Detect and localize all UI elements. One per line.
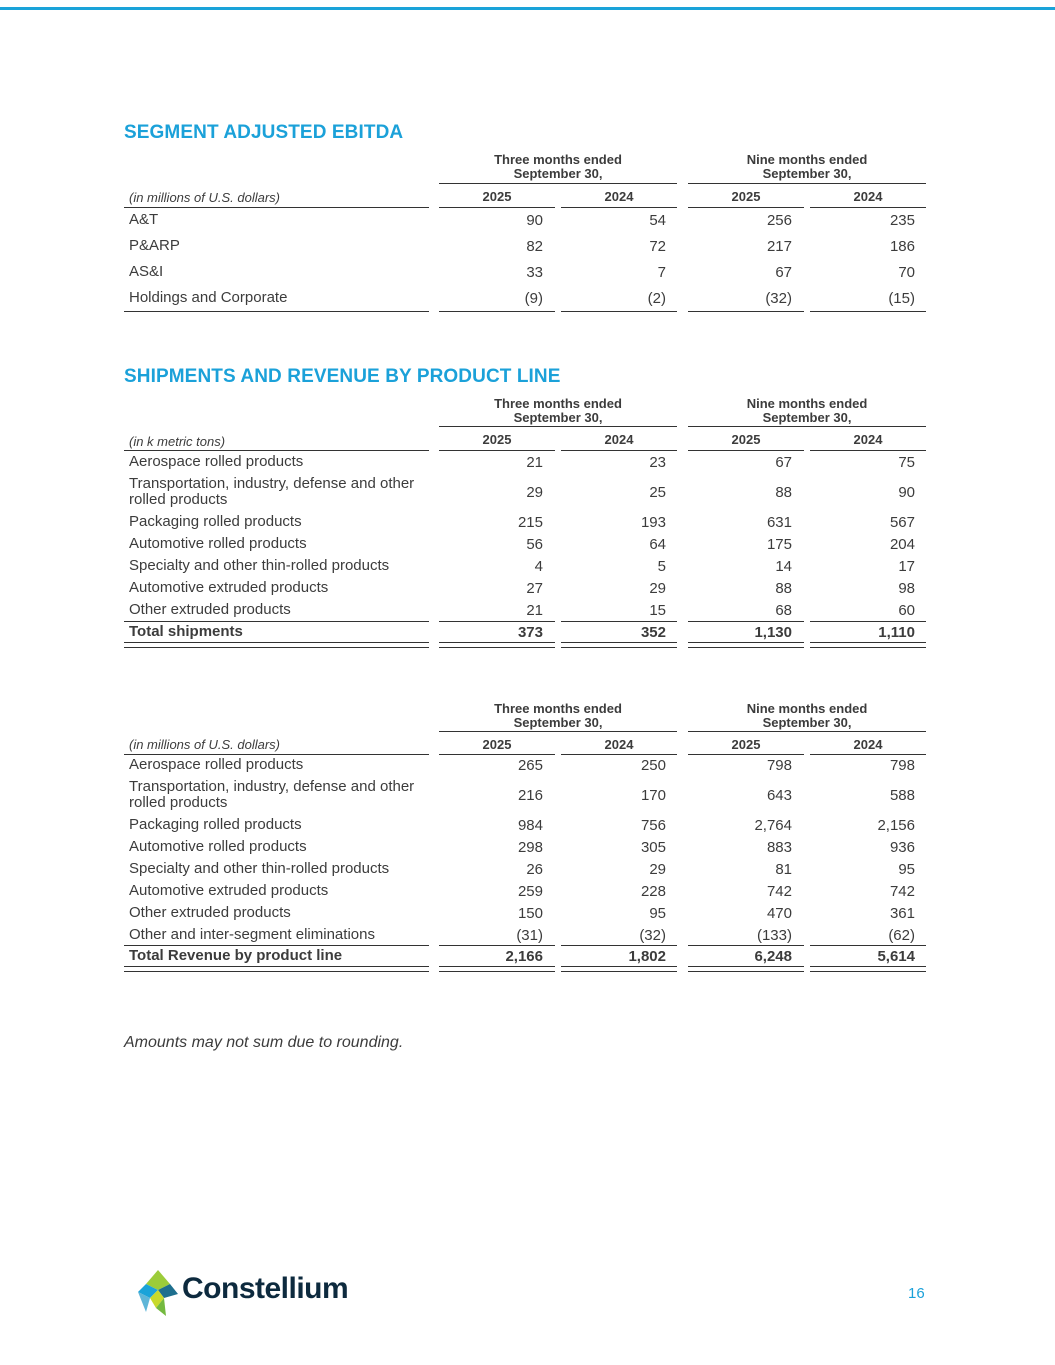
table-row: [124, 602, 928, 622]
revenue-total-top-rule: [439, 945, 555, 946]
ebitda-unit-label: (in millions of U.S. dollars): [129, 190, 280, 205]
revenue-header-rule: [439, 754, 555, 755]
table-row: [124, 883, 928, 903]
shipments-header-rule: [439, 450, 555, 451]
revenue-unit-label: (in millions of U.S. dollars): [129, 737, 280, 752]
table-row: [124, 817, 928, 837]
revenue-total-top-rule: [810, 945, 926, 946]
revenue-year-header: 2024: [604, 737, 634, 752]
row-value: 67: [775, 454, 792, 471]
total-value: 1,110: [878, 624, 915, 641]
row-value: 81: [775, 861, 792, 878]
constellium-logo-mark: [136, 1268, 180, 1318]
total-row: [124, 948, 928, 968]
row-value: 29: [526, 484, 543, 501]
ebitda-table: [124, 150, 928, 320]
row-label: P&ARP: [129, 237, 180, 254]
ebitda-bottom-rule: [124, 311, 429, 312]
row-value: 21: [526, 454, 543, 471]
row-value: 29: [649, 580, 666, 597]
shipments-header-nine-months: [688, 397, 926, 425]
row-value: 95: [649, 905, 666, 922]
row-value: 470: [766, 905, 792, 922]
row-label: Other extruded products: [129, 904, 291, 921]
row-value: 305: [640, 839, 666, 856]
row-value: 67: [775, 264, 792, 281]
row-value: (9): [524, 290, 543, 307]
shipments-total-double-rule: [561, 642, 677, 648]
row-value: 21: [526, 602, 543, 619]
revenue-total-double-rule: [439, 966, 555, 972]
revenue-year-header: 2024: [853, 737, 883, 752]
row-value: 216: [517, 787, 543, 804]
ebitda-group-rule-2: [688, 183, 926, 184]
revenue-group-rule-1: [439, 731, 677, 732]
total-value: 1,130: [754, 624, 792, 641]
row-value: 798: [766, 757, 792, 774]
ebitda-year-header: 2025: [731, 189, 761, 204]
row-value: 588: [889, 787, 915, 804]
table-row: [124, 779, 928, 813]
row-value: 742: [889, 883, 915, 900]
total-label: Total Revenue by product line: [129, 947, 343, 964]
revenue-header-rule: [561, 754, 677, 755]
ebitda-header-nine-months-text: Nine months ended September 30,: [746, 152, 868, 181]
row-value: (32): [639, 927, 666, 944]
table-row: [124, 580, 928, 600]
table-row: [124, 290, 928, 312]
revenue-total-top-rule: [124, 945, 429, 946]
ebitda-header-rule: [439, 207, 555, 208]
row-value: 70: [898, 264, 915, 281]
ebitda-year-header: 2025: [482, 189, 512, 204]
row-value: 25: [649, 484, 666, 501]
rounding-footnote: Amounts may not sum due to rounding.: [124, 1034, 404, 1051]
row-value: 259: [517, 883, 543, 900]
revenue-table: [124, 699, 928, 979]
row-label: Transportation, industry, defense and other rolled products: [129, 475, 415, 508]
table-row: [124, 264, 928, 286]
row-value: 217: [766, 238, 792, 255]
ebitda-header-rule: [124, 207, 429, 208]
row-value: 742: [766, 883, 792, 900]
total-label: Total shipments: [129, 623, 243, 640]
ebitda-header-rule: [810, 207, 926, 208]
shipments-total-double-rule: [124, 642, 429, 648]
revenue-group-rule-2: [688, 731, 926, 732]
row-value: 193: [640, 514, 666, 531]
shipments-header-rule: [124, 450, 429, 451]
shipments-total-double-rule: [688, 642, 804, 648]
row-value: 60: [898, 602, 915, 619]
row-label: Other and inter-segment eliminations: [129, 926, 375, 943]
row-label: Aerospace rolled products: [129, 453, 304, 470]
ebitda-bottom-rule: [561, 311, 677, 312]
shipments-section-title: SHIPMENTS AND REVENUE BY PRODUCT LINE: [124, 366, 561, 387]
total-value: 373: [517, 624, 543, 641]
row-value: (32): [765, 290, 792, 307]
row-value: (31): [516, 927, 543, 944]
row-label: Aerospace rolled products: [129, 756, 304, 773]
row-value: 4: [534, 558, 543, 575]
row-value: 68: [775, 602, 792, 619]
page-number: 16: [908, 1285, 925, 1302]
row-label: Automotive rolled products: [129, 535, 307, 552]
row-value: 23: [649, 454, 666, 471]
row-value: 265: [517, 757, 543, 774]
row-value: 235: [889, 212, 915, 229]
row-value: 33: [526, 264, 543, 281]
total-value: 352: [640, 624, 666, 641]
table-row: [124, 861, 928, 881]
row-value: 883: [766, 839, 792, 856]
ebitda-group-rule-1: [439, 183, 677, 184]
ebitda-bottom-rule: [810, 311, 926, 312]
row-label: Packaging rolled products: [129, 513, 302, 530]
row-value: 170: [640, 787, 666, 804]
shipments-year-header: 2025: [731, 432, 761, 447]
row-label: Other extruded products: [129, 601, 291, 618]
row-value: 298: [517, 839, 543, 856]
ebitda-header-three-months: [439, 153, 677, 181]
table-row: [124, 927, 928, 947]
row-value: 2,764: [754, 817, 792, 834]
row-label: Packaging rolled products: [129, 816, 302, 833]
row-label: Specialty and other thin-rolled products: [129, 860, 390, 877]
revenue-total-double-rule: [124, 966, 429, 972]
total-value: 6,248: [754, 948, 792, 965]
table-row: [124, 238, 928, 260]
ebitda-header-three-months-text: Three months ended September 30,: [494, 152, 622, 181]
revenue-header-rule: [810, 754, 926, 755]
revenue-total-double-rule: [688, 966, 804, 972]
row-value: 631: [766, 514, 792, 531]
row-value: 64: [649, 536, 666, 553]
row-value: 2,156: [877, 817, 915, 834]
ebitda-header-nine-months: [688, 153, 926, 181]
total-value: 5,614: [877, 948, 915, 965]
ebitda-bottom-rule: [688, 311, 804, 312]
row-value: 82: [526, 238, 543, 255]
row-value: 215: [517, 514, 543, 531]
row-value: 256: [766, 212, 792, 229]
table-row: [124, 558, 928, 578]
row-value: (2): [647, 290, 666, 307]
row-value: 250: [640, 757, 666, 774]
shipments-year-header: 2024: [604, 432, 634, 447]
ebitda-bottom-rule: [439, 311, 555, 312]
table-row: [124, 454, 928, 474]
row-value: 567: [889, 514, 915, 531]
row-value: 17: [898, 558, 915, 575]
row-value: 98: [898, 580, 915, 597]
revenue-total-double-rule: [561, 966, 677, 972]
revenue-header-nine-months-text: Nine months ended September 30,: [746, 701, 868, 730]
shipments-header-three-months-text: Three months ended September 30,: [494, 396, 622, 425]
revenue-total-top-rule: [688, 945, 804, 946]
row-value: 72: [649, 238, 666, 255]
total-row: [124, 624, 928, 644]
top-accent-bar: [0, 7, 1055, 10]
ebitda-year-header: 2024: [604, 189, 634, 204]
row-label: Transportation, industry, defense and other rolled products: [129, 778, 415, 811]
ebitda-header-rule: [561, 207, 677, 208]
row-value: 186: [889, 238, 915, 255]
row-value: 7: [657, 264, 666, 281]
shipments-total-top-rule: [561, 621, 677, 622]
shipments-group-rule-1: [439, 426, 677, 427]
shipments-year-header: 2025: [482, 432, 512, 447]
table-row: [124, 839, 928, 859]
shipments-header-rule: [561, 450, 677, 451]
row-value: 15: [649, 602, 666, 619]
row-label: Specialty and other thin-rolled products: [129, 557, 390, 574]
row-value: 643: [766, 787, 792, 804]
total-value: 1,802: [628, 948, 666, 965]
row-value: (62): [888, 927, 915, 944]
row-label: Automotive extruded products: [129, 882, 329, 899]
row-value: (15): [888, 290, 915, 307]
ebitda-section-title: SEGMENT ADJUSTED EBITDA: [124, 122, 404, 143]
company-logo: [130, 1262, 348, 1320]
shipments-total-top-rule: [439, 621, 555, 622]
table-row: [124, 536, 928, 556]
row-value: 88: [775, 484, 792, 501]
row-value: 936: [889, 839, 915, 856]
row-label: AS&I: [129, 263, 164, 280]
shipments-year-header: 2024: [853, 432, 883, 447]
table-row: [124, 514, 928, 534]
row-value: 14: [775, 558, 792, 575]
revenue-total-top-rule: [561, 945, 677, 946]
row-value: 90: [526, 212, 543, 229]
shipments-table: [124, 394, 928, 654]
revenue-header-nine-months: [688, 702, 926, 730]
revenue-header-rule: [124, 754, 429, 755]
row-value: 984: [517, 817, 543, 834]
shipments-total-top-rule: [810, 621, 926, 622]
row-value: 29: [649, 861, 666, 878]
shipments-header-rule: [688, 450, 804, 451]
revenue-total-double-rule: [810, 966, 926, 972]
revenue-header-three-months: [439, 702, 677, 730]
revenue-year-header: 2025: [482, 737, 512, 752]
row-value: 88: [775, 580, 792, 597]
row-value: 798: [889, 757, 915, 774]
row-value: 75: [898, 454, 915, 471]
row-value: (133): [756, 927, 792, 944]
row-value: 756: [640, 817, 666, 834]
row-value: 204: [889, 536, 915, 553]
shipments-group-rule-2: [688, 426, 926, 427]
row-value: 175: [766, 536, 792, 553]
table-row: [124, 212, 928, 234]
shipments-header-nine-months-text: Nine months ended September 30,: [746, 396, 868, 425]
table-row: [124, 476, 928, 510]
row-value: 150: [517, 905, 543, 922]
row-value: 56: [526, 536, 543, 553]
shipments-total-double-rule: [439, 642, 555, 648]
row-label: A&T: [129, 211, 159, 228]
row-label: Holdings and Corporate: [129, 289, 288, 306]
ebitda-year-header: 2024: [853, 189, 883, 204]
shipments-total-top-rule: [688, 621, 804, 622]
row-value: 54: [649, 212, 666, 229]
shipments-total-top-rule: [124, 621, 429, 622]
revenue-year-header: 2025: [731, 737, 761, 752]
row-value: 27: [526, 580, 543, 597]
table-row: [124, 757, 928, 777]
revenue-header-three-months-text: Three months ended September 30,: [494, 701, 622, 730]
row-value: 361: [889, 905, 915, 922]
shipments-total-double-rule: [810, 642, 926, 648]
shipments-header-rule: [810, 450, 926, 451]
row-label: Automotive extruded products: [129, 579, 329, 596]
table-row: [124, 905, 928, 925]
total-value: 2,166: [505, 948, 543, 965]
shipments-unit-label: (in k metric tons): [129, 434, 226, 449]
shipments-header-three-months: [439, 397, 677, 425]
row-label: Automotive rolled products: [129, 838, 307, 855]
row-value: 5: [657, 558, 666, 575]
row-value: 228: [640, 883, 666, 900]
ebitda-header-rule: [688, 207, 804, 208]
row-value: 26: [526, 861, 543, 878]
logo-wordmark: Constellium: [182, 1272, 349, 1305]
row-value: 95: [898, 861, 915, 878]
revenue-header-rule: [688, 754, 804, 755]
row-value: 90: [898, 484, 915, 501]
